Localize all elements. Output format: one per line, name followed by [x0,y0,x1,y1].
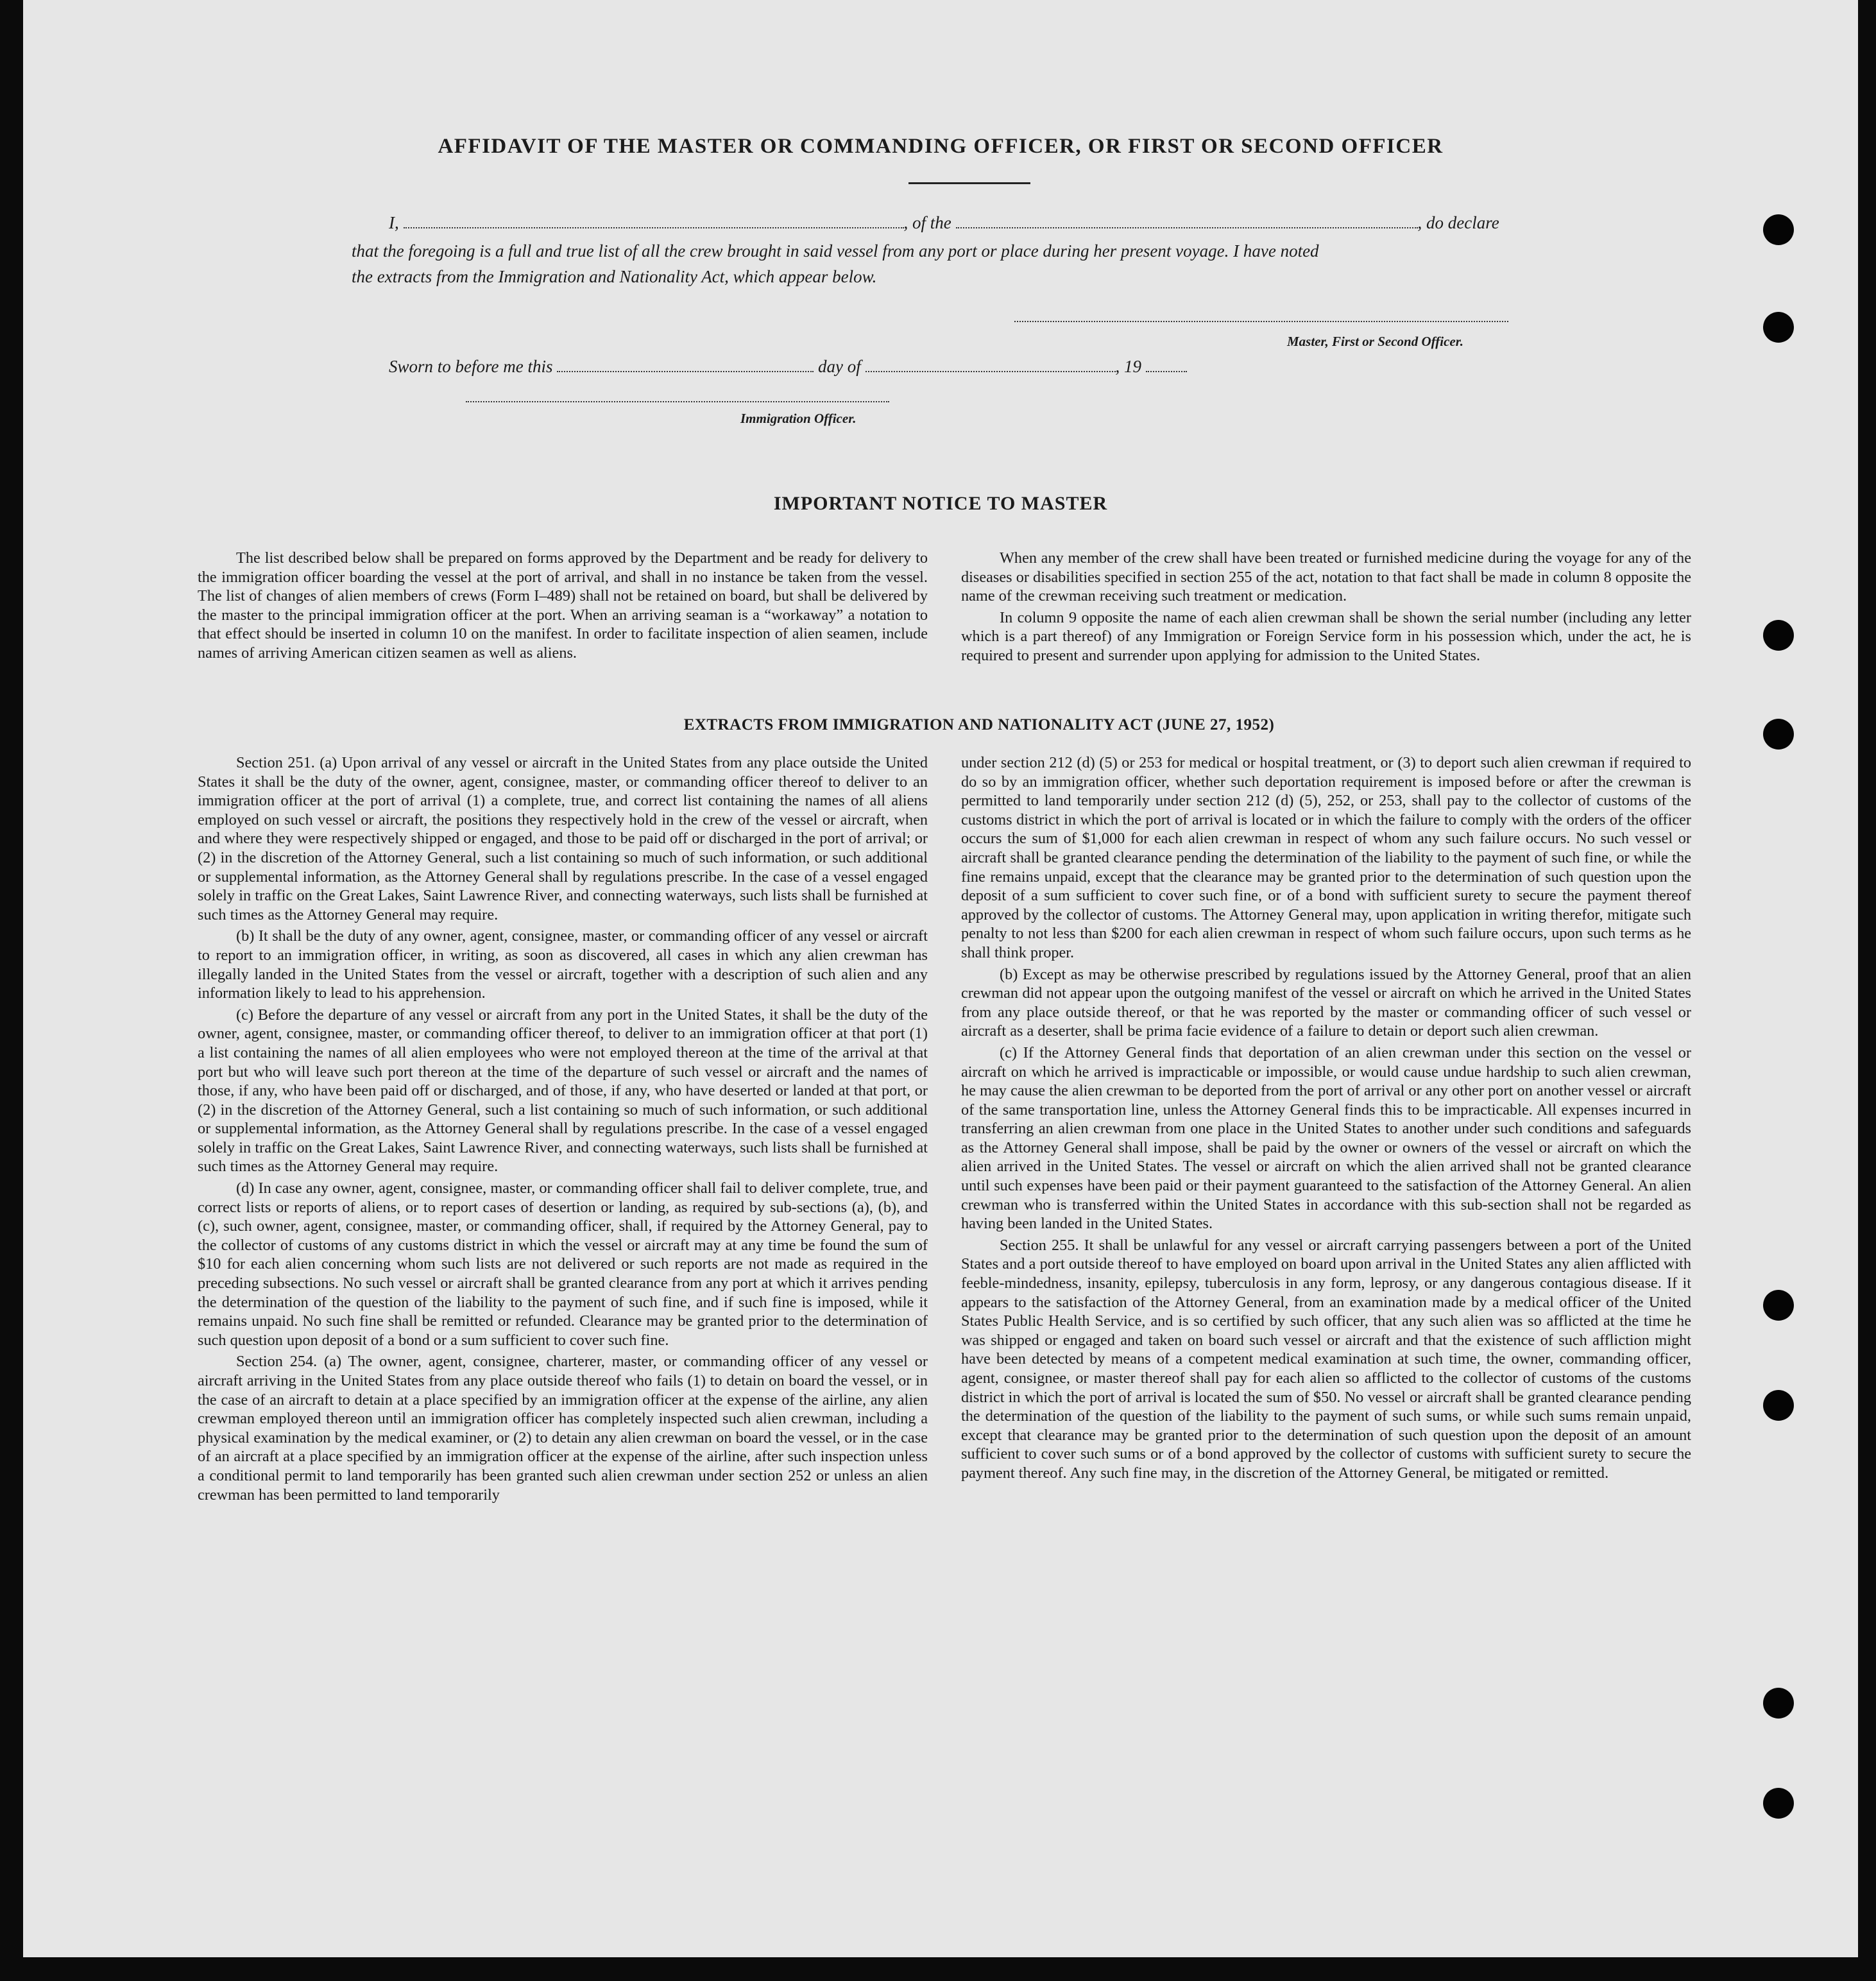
sworn-year-field[interactable] [1146,371,1187,372]
declare-label: , do declare [1417,213,1499,232]
affidavit-title: AFFIDAVIT OF THE MASTER OR COMMANDING OFFICER, OR FIRST OR SECOND OFFICER [438,135,1444,158]
extract-paragraph: Section 255. It shall be unlawful for any vessel or aircraft carrying passengers between a port of the United States and a port outside thereof to have employed on board upon arrival in the United States any alien afflicted with feeble-mindedness, insanity, epilepsy, tuberculosis in any form, leprosy, or any dangerous contagious disease. If it appears to the satisfaction of the Attorney General, from an examination made by a medical officer of the United States Public Health Service, and is so certified by such officer, that any such alien was so afflicted at the time he was shipped or engaged and taken on board such vessel or aircraft and that the existence of such affliction might have been detected by means of a competent medical examination at such time, the owner, commanding officer, agent, consignee, or master thereof shall pay for each alien so afflicted to the collector of customs of the customs district in which the port of arrival is located the sum of $50. No vessel or aircraft shall be granted clearance pending the determination of the question of the liability to the payment of such sums, or while such sums remain unpaid, except that clearance may be granted prior to the determination of such question upon the deposit of an amount sufficient to cover such sums or of a bond approved by the collector of customs with sufficient surety to secure the payment thereof. Any such fine may, in the discretion of the Attorney General, be mitigated or remitted. [961,1236,1691,1482]
sworn-line [389,357,1187,377]
extract-paragraph: Section 251. (a) Upon arrival of any vessel or aircraft in the United States from any place outside the United States it shall be the duty of the owner, agent, consignee, master, or commanding officer thereof to deliver to an immigration officer at the port of arrival (1) a complete, true, and correct list containing the names of all aliens employed on such vessel or aircraft, the positions they respectively hold in the crew of the vessel or aircraft, when and where they were respectively shipped or engaged, and those to be paid off or discharged in the port of arrival; or (2) in the discretion of the Attorney General, such a list containing so much of such information, or such additional or supplemental information, as the Attorney General shall by regulations prescribe. In the case of a vessel engaged solely in traffic on the Great Lakes, Saint Lawrence River, and connecting waterways, such lists shall be furnished at such times as the Attorney General may require. [198,754,928,923]
binder-hole-icon [1763,312,1794,343]
master-signature-label: Master, First or Second Officer. [1287,334,1463,349]
binder-hole-icon [1763,1290,1794,1321]
declaration-text-line-2: that the foregoing is a full and true list of all the crew brought in said vessel from any port or place during her present voyage. I have noted [352,241,1319,261]
year-prefix-label: , 19 [1115,357,1141,376]
document-page [23,0,1858,1957]
notice-right-column [961,549,1691,665]
declarant-name-field[interactable] [404,227,904,228]
immigration-officer-signature-field[interactable] [466,401,889,402]
sworn-month-field[interactable] [866,371,1116,372]
notice-heading: IMPORTANT NOTICE TO MASTER [773,493,1108,514]
notice-paragraph: The list described below shall be prepared on forms approved by the Department and be ready for delivery to the immigration officer boarding the vessel at the port of arrival, and shall in no instance be taken from the vessel. The list of changes of alien members of crews (Form I–489) shall not be retained on board, but shall be delivered by the master to the principal immigration officer at the port. When an arriving seaman is a “workaway” a notation to that effect should be inserted in column 10 on the manifest. In order to facilitate inspection of alien seamen, include names of arriving American citizen seamen as well as aliens. [198,549,928,662]
sworn-label: Sworn to before me this [389,357,553,376]
sworn-day-field[interactable] [557,371,814,372]
binder-hole-icon [1763,214,1794,245]
declaration-text-line-3: the extracts from the Immigration and Nationality Act, which appear below. [352,267,877,286]
master-signature-field[interactable] [1014,321,1508,322]
declaration-line [389,213,1499,233]
notice-left-column [198,549,928,663]
extract-paragraph: (b) Except as may be otherwise prescribed by regulations issued by the Attorney General, proof that an alien crewman did not appear upon the outgoing manifest of the vessel or aircraft on which he arrived in the United States from any place outside thereof, or that he was reported by the master or commanding officer of such vessel or aircraft as a deserter, shall be prima facie evidence of a failure to detain or deport such alien crewman. [961,965,1691,1040]
binder-hole-icon [1763,620,1794,651]
of-the-label: , of the [903,213,951,232]
declarant-prefix: I, [389,213,399,232]
notice-paragraph: In column 9 opposite the name of each alien crewman shall be shown the serial number (including any letter which is a part thereof) of any Immigration or Foreign Service form in his possession which, under the act, he is required to present and surrender upon applying for admission to the United States. [961,608,1691,664]
title-divider [908,182,1030,184]
extract-paragraph: under section 212 (d) (5) or 253 for medical or hospital treatment, or (3) to deport such alien crewman if required to do so by an immigration officer, whether such deportation requirement is imposed before or after the crewman is permitted to land temporarily under section 212 (d) (5), 252, or 253, shall pay to the collector of customs of the customs district in which the port of arrival is located or in which the failure to comply with the orders of the officer occurs the sum of $1,000 for each alien crewman in respect of whom any such failure occurs. No such vessel or aircraft shall be granted clearance pending the determination of the liability to the payment of such fine, or while the fine remains unpaid, except that the clearance may be granted prior to the determination of such question upon the deposit of a sum sufficient to cover such fine, or of a bond with sufficient surety to secure the payment thereof approved by the collector of customs. The Attorney General may, upon application in writing therefor, mitigate such penalty to not less than $200 for each alien crewman in respect of whom such failure occurs, upon such terms as he shall think proper. [961,754,1691,961]
extracts-left-column [198,753,928,1504]
day-of-label: day of [818,357,861,376]
extracts-heading: EXTRACTS FROM IMMIGRATION AND NATIONALITY ACT (JUNE 27, 1952) [683,716,1275,733]
binder-hole-icon [1763,1788,1794,1819]
binder-hole-icon [1763,1688,1794,1719]
notice-paragraph: When any member of the crew shall have been treated or furnished medicine during the voyage for any of the diseases or disabilities specified in section 255 of the act, notation to that fact shall be made in column 8 opposite the name of the crewman receiving such treatment or medication. [961,549,1691,605]
extract-paragraph: (c) If the Attorney General finds that deportation of an alien crewman under this section on the vessel or aircraft on which he arrived is impracticable or impossible, or would cause undue hardship to such alien crewman, he may cause the alien crewman to be deported from the port of arrival or any other port on another vessel or aircraft of the same transportation line, unless the Attorney General finds this to be impracticable. All expenses incurred in transferring an alien crewman from one place in the United States to another under such conditions and safeguards as the Attorney General shall impose, shall be paid by the owner or owners of the vessel or aircraft on which the alien arrived in the United States. The vessel or aircraft on which the alien arrived shall not be granted clearance until such expenses have been paid or their payment guaranteed to the satisfaction of the Attorney General. An alien crewman who is transferred within the United States in accordance with this sub-section shall not be regarded as having been landed in the United States. [961,1043,1691,1233]
extract-paragraph: Section 254. (a) The owner, agent, consignee, charterer, master, or commanding officer of any vessel or aircraft arriving in the United States from any place outside thereof who fails (1) to detain on board the vessel, or in the case of an aircraft to detain at a place specified by an immigration officer at the expense of the airline, any alien crewman employed thereon until an immigration officer has completely inspected such alien crewman, including a physical examination by the medical examiner, or (2) to detain any alien crewman on board the vessel, or in the case of an aircraft at a place specified by an immigration officer at the expense of the airline, after such inspection unless a conditional permit to land temporarily has been granted such alien crewman under section 252 or unless an alien crewman has been permitted to land temporarily [198,1353,928,1504]
vessel-name-field[interactable] [956,227,1418,228]
binder-hole-icon [1763,1390,1794,1421]
extracts-right-column [961,753,1691,1483]
extract-paragraph: (d) In case any owner, agent, consignee, master, or commanding officer shall fail to deliver complete, true, and correct lists or reports of aliens, or to report cases of desertion or landing, as required by sub-sections (a), (b), and (c), such owner, agent, consignee, master, or commanding officer, shall, if required by the Attorney General, pay to the collector of customs of any customs district in which the vessel or aircraft may at any time be found the sum of $10 for each alien concerning whom such lists are not delivered or such reports are not made as required in the preceding subsections. No such vessel or aircraft shall be granted clearance from any port at which it arrives pending the determination of the question of the liability to the payment of such fine, and if such fine is imposed, while it remains unpaid. No such fine shall be remitted or refunded. Clearance may be granted prior to the determination of such question upon deposit of a bond or a sum sufficient to cover such fine. [198,1179,928,1349]
immigration-officer-label: Immigration Officer. [740,411,857,426]
extract-paragraph: (b) It shall be the duty of any owner, agent, consignee, master, or commanding officer of any vessel or aircraft to report to an immigration officer, in writing, as soon as discovered, all cases in which any alien crewman has illegally landed in the United States from the vessel or aircraft, together with a description of such alien and any information likely to lead to his apprehension. [198,927,928,1002]
extract-paragraph: (c) Before the departure of any vessel or aircraft from any port in the United States, it shall be the duty of the owner, agent, consignee, master, or commanding officer thereof, to deliver to an immigration officer at that port (1) a list containing the names of all alien employees who were not employed thereon at the time of the arrival at that port but who will leave such port thereon at the time of the departure of such vessel or aircraft and the names of those, if any, who have been paid off or discharged, and of those, if any, who have deserted or landed at that port, or (2) in the discretion of the Attorney General, such a list containing so much of such information, or such additional or supplemental information, as the Attorney General shall by regulations prescribe. In the case of a vessel engaged solely in traffic on the Great Lakes, Saint Lawrence River, and connecting waterways, such lists shall be furnished at such times as the Attorney General may require. [198,1006,928,1176]
